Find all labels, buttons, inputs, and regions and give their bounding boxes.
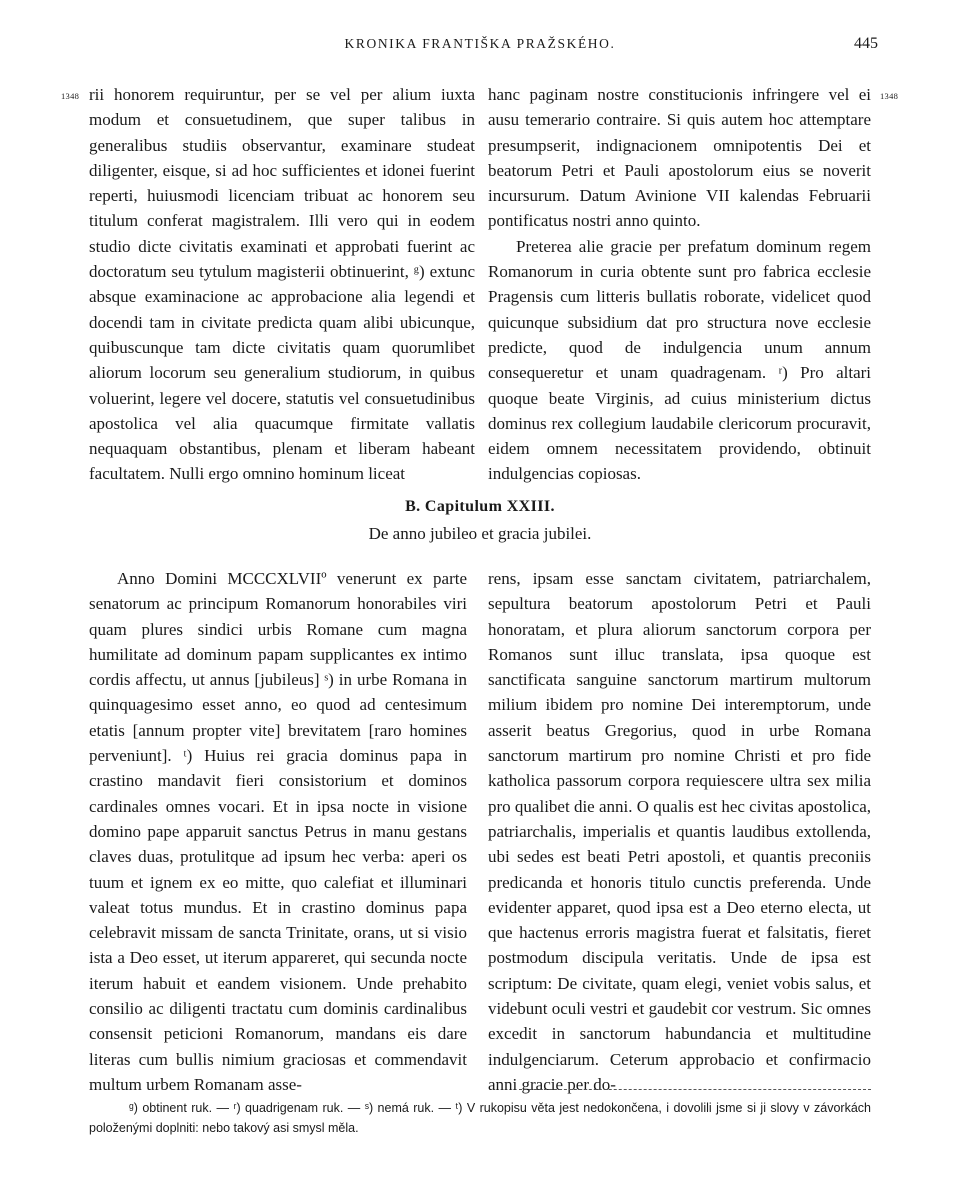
continued-paragraph: rii honorem requiruntur, per se vel per alium iuxta modum et consuetudinem, que super talibus in generalibus studiis observantur, examinare studeat diligenter, eisque, si ad hoc sufficientes et idonei fuerint reperti, huiusmodi licenciam tribuat ac honorem seu titulum conferat magistralem. Illi vero qui in eodem studio dicte civitatis examinati et approbati fuerint ac doctoratum seu tytulum magisterii obtinuerint, ᵍ) extunc absque examinacione ac approbacione alia legendi et docendi tam in civitate predicta quam alibi ubicunque, quibuscunque tam dicte civitatis quam quorumlibet aliorum locorum seu generalium studiorum, in quibus voluerint, legere vel docere, statutis vel consuetudinibus apostolica vel alia quacumque firmitate vallatis nequaquam obstantibus, plenam et liberam habeant facultatem. Nulli ergo omnino hominum liceat — [89, 85, 475, 484]
chapter-label: B. Capitulum XXIII. — [405, 498, 555, 515]
margin-year-left: 1348 — [61, 91, 80, 101]
bottom-right-column — [488, 566, 871, 1097]
top-left-column — [89, 82, 475, 487]
paragraph-jubilee-start: Anno Domini MCCCXLVIIº venerunt ex parte senatorum ac principum Romanorum honorabiles viri quam plures sindici urbis Romane cum magna humilitate ad dominum papam supplicantes ex intimo cordis affectu, ut annus [jubileus] ˢ) in urbe Romana in quinquagesimo esset anno, eo quod ad centesimum etatis [annum propter vite] brevitatem [raro homines perveniunt]. ᵗ) Huius rei gracia dominus papa in crastino mandavit fieri consistorium et dominos cardinales omnes vocari. Et in ipsa nocte in visione domino pape apparuit sanctus Petrus in manu gestans claves duas, protulitque ad ipsum hec verba: aperi os tuum et ignem ex eo mitte, quo calefiat et illuminari valeat totus mundus. Et in crastino dominus papa celebravit missam de sancta Trinitate, orans, ut si visio ista a Deo esset, ut iterum appareret, qui secunda nocte iterum habuit et eandem visionem. Unde prehabito consilio ac diligenti tractatu cum dominis cardinalibus consensit peticioni Romanorum, mandans eis dare literas cum bullis nimium graciosas et commendavit multum urbem Romanam asse- — [89, 569, 467, 1094]
page-number: 445 — [854, 35, 878, 52]
chapter-subtitle: De anno jubileo et gracia jubilei. — [368, 524, 592, 543]
margin-year-right: 1348 — [880, 91, 899, 101]
footnote-divider — [519, 1089, 871, 1090]
paragraph-constitution-end: hanc paginam nostre constitucionis infringere vel ei ausu temerario contraire. Si quis autem hoc attemptare presumpserit, indignacionem omnipotentis Dei et beatorum Petri et Pauli apostolorum eius se noverit incursurum. Datum Avinione VII kalendas Februarii pontificatus nostri anno quinto. — [488, 85, 871, 231]
page-header — [0, 36, 960, 60]
paragraph-jubilee-continued: rens, ipsam esse sanctam civitatem, patriarchalem, sepultura beatorum apostolorum Petri et Pauli honoratam, et plura aliorum sanctorum corpora per Romanos sunt illuc translata, ipsa quoque est sanctificata sanguine sanctorum martirum multorum milium ibidem pro nomine Dei interemptorum, unde asserit beatus Gregorius, quod in urbe Romana sanctorum martirum pro nomine Christi et pro fide katholica passorum corpora requiescere ultra sex milia pro qualibet die anni. O qualis est hec civitas apostolica, patriarchalis, imperialis et quantis laudibus extollenda, ubi sedes est beati Petri apostoli, et quantis preconiis predicanda et honoris titulo cunctis preferenda. Unde evidenter apparet, quod ipsa est a Deo eterno electa, ut que hactenus erroris magistra fuerat et falsitatis, fieret postmodum discipula veritatis. Unde de ipsa est scriptum: De civitate, quam elegi, veniet vobis salus, et videbunt oculi vestri et gaudebit cor vestrum. Sic omnes excedit in sanctorum habundancia et multitudine indulgenciarum. Ceterum approbacio et confirmacio anni gracie per do- — [488, 569, 871, 1094]
top-right-column — [488, 82, 871, 487]
bottom-left-column — [89, 566, 467, 1097]
footnotes — [89, 1098, 871, 1138]
running-title: KRONIKA FRANTIŠKA PRAŽSKÉHO. — [344, 36, 616, 51]
paragraph-indulgences: Preterea alie gracie per prefatum dominum regem Romanorum in curia obtente sunt pro fabrica ecclesie Pragensis cum litteris bullatis roborate, videlicet quod quicunque subsidium dat pro structura nove ecclesie predicte, quod de indulgencia unum annum consequeretur et unam quadragenam. ʳ) Pro altari quoque beate Virginis, ad cuius ministerium dictus dominus rex collegium laudabile clericorum procuravit, eidem omnem necessitatem providendo, obtinuit indulgencias copiosas. — [488, 236, 871, 484]
footnote-text: ᵍ) obtinent ruk. — ʳ) quadrigenam ruk. — ˢ) nemá ruk. — ᵗ) V rukopisu věta jest nedokončena, i dovolili jsme si ji slovy v závorkách položenými doplniti: nebo takový asi smysl měla. — [89, 1101, 871, 1135]
